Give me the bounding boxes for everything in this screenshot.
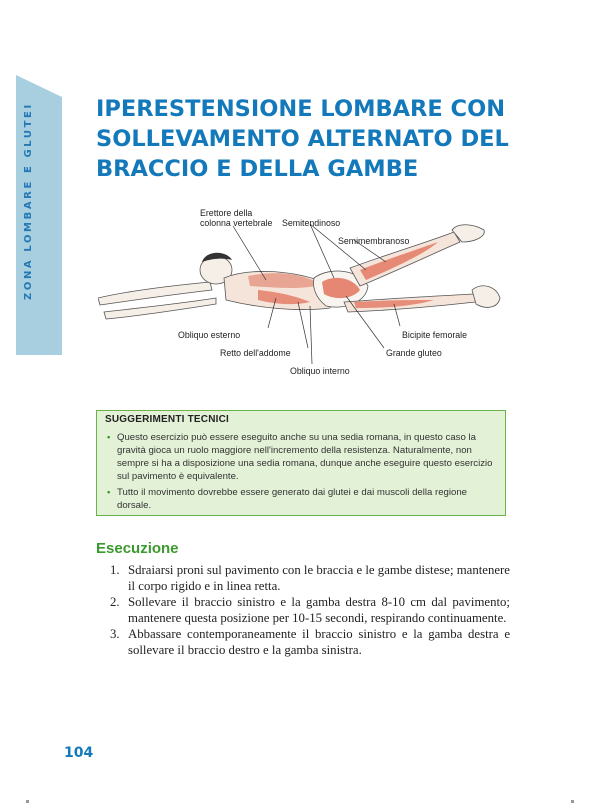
tips-title: SUGGERIMENTI TECNICI [105, 414, 230, 425]
step-number: 3. [110, 627, 120, 641]
crop-mark [26, 800, 29, 803]
bullet-icon: • [107, 432, 111, 443]
tip-text: Tutto il movimento dovrebbe essere generato dai glutei e dai muscoli della regione dorsale. [117, 487, 468, 511]
label-retto-addome: Retto dell'addome [220, 348, 291, 358]
step-number: 1. [110, 563, 120, 577]
label-grande-gluteo: Grande gluteo [386, 348, 442, 358]
execution-steps [110, 562, 510, 658]
label-erettore: Erettore della [200, 208, 253, 218]
tip-text: Questo esercizio può essere eseguito anche su una sedia romana, in questo caso la gravità gioca un ruolo maggiore nell'incremento della resistenza. Naturalmente, non sempre si ha a disposizione una sedia romana, dunque anche eseguire questo esercizio sul pavimento è equivalente. [117, 432, 493, 482]
section-side-label: ZONA LOMBARE E GLUTEI [23, 102, 34, 300]
label-obliquo-esterno: Obliquo esterno [178, 330, 241, 340]
page-number: 104 [64, 745, 94, 761]
step-item [110, 594, 510, 626]
tip-item [105, 486, 497, 512]
label-bicipite-femorale: Bicipite femorale [402, 330, 468, 340]
step-text: Abbassare contemporaneamente il braccio sinistro e la gamba destra e sollevare il braccio destro e la gamba sinistra. [128, 627, 510, 657]
erector-spinae-muscle [248, 273, 320, 288]
step-number: 2. [110, 595, 120, 609]
execution-heading: Esecuzione [96, 540, 179, 557]
exercise-title-line: IPERESTENSIONE LOMBARE CON [96, 96, 506, 122]
label-semitendinoso: Semitendinoso [282, 218, 341, 228]
tips-list [105, 431, 497, 512]
label-obliquo-interno: Obliquo interno [290, 366, 350, 376]
anatomy-illustration [98, 198, 508, 388]
step-text: Sdraiarsi proni sul pavimento con le braccia e le gambe distese; mantenere il corpo rigido e in linea retta. [128, 563, 510, 593]
bullet-icon: • [107, 487, 111, 498]
floor-foot [472, 286, 500, 308]
tip-item [105, 431, 497, 483]
crop-mark [571, 800, 574, 803]
anatomy-illustration-svg [98, 198, 508, 388]
label-erettore: colonna vertebrale [200, 218, 273, 228]
label-semimembranoso: Semimembranoso [338, 236, 410, 246]
step-item [110, 626, 510, 658]
exercise-title-line: BRACCIO E DELLA GAMBE [96, 156, 419, 182]
exercise-title-line: SOLLEVAMENTO ALTERNATO DEL [96, 126, 509, 152]
step-text: Sollevare il braccio sinistro e la gamba destra 8-10 cm dal pavimento; mantenere questa posizione per 10-15 secondi, respirando continuamente. [128, 595, 510, 625]
step-item [110, 562, 510, 594]
exercise-title [96, 94, 566, 184]
technical-tips-box [96, 410, 506, 516]
